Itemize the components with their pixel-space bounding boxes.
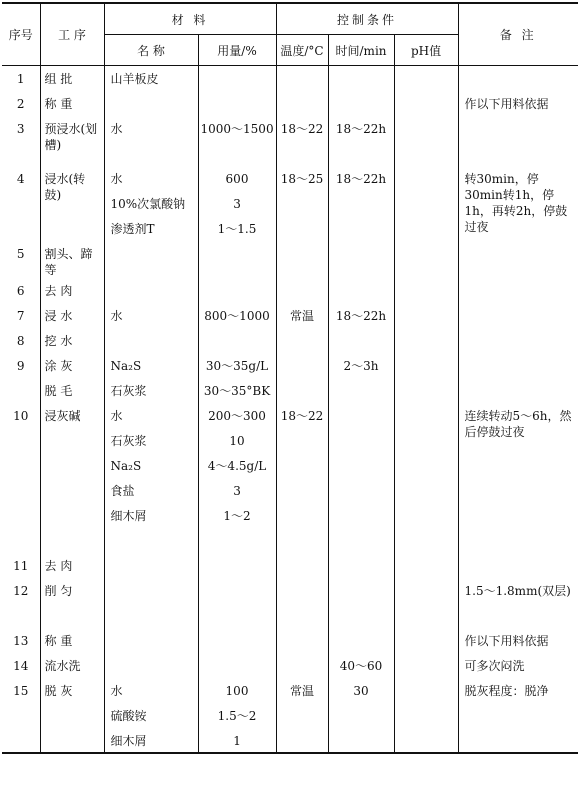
cell-time — [328, 91, 394, 116]
cell-note: 作以下用料依据 — [458, 91, 578, 116]
cell-amount — [198, 278, 276, 303]
cell-amount — [198, 653, 276, 678]
cell-temperature — [276, 503, 328, 528]
cell-ph — [394, 728, 458, 753]
cell-process: 涂 灰 — [40, 353, 104, 378]
table-row — [2, 241, 578, 278]
cell-material-name — [104, 603, 198, 628]
cell-amount — [198, 578, 276, 603]
table-row — [2, 166, 578, 191]
cell-note — [458, 703, 578, 728]
cell-ph — [394, 403, 458, 428]
cell-ph — [394, 91, 458, 116]
cell-time — [328, 378, 394, 403]
cell-material-name — [104, 278, 198, 303]
cell-time — [328, 191, 394, 216]
cell-ph — [394, 141, 458, 166]
header-seq: 序号 — [2, 3, 40, 66]
cell-process: 脱 毛 — [40, 378, 104, 403]
cell-temperature: 常温 — [276, 678, 328, 703]
cell-temperature: 18～22 — [276, 116, 328, 141]
cell-material-name — [104, 578, 198, 603]
cell-note — [458, 453, 578, 478]
cell-note — [458, 241, 578, 278]
table-row — [2, 728, 578, 753]
cell-ph — [394, 603, 458, 628]
cell-time: 18～22h — [328, 303, 394, 328]
cell-process: 流水洗 — [40, 653, 104, 678]
cell-temperature: 18～25 — [276, 166, 328, 191]
table-row — [2, 353, 578, 378]
table-row — [2, 278, 578, 303]
cell-process: 脱 灰 — [40, 678, 104, 703]
cell-ph — [394, 353, 458, 378]
cell-material-name — [104, 628, 198, 653]
cell-amount — [198, 91, 276, 116]
cell-seq: 11 — [13, 558, 29, 573]
cell-material-name: 10%次氯酸钠 — [104, 191, 198, 216]
cell-seq: 12 — [13, 583, 29, 598]
cell-amount: 30～35°BK — [198, 378, 276, 403]
cell-material-name: 细木屑 — [104, 728, 198, 753]
cell-seq — [2, 703, 40, 728]
cell-amount — [198, 528, 276, 553]
cell-ph — [394, 503, 458, 528]
table-row — [2, 653, 578, 678]
cell-time — [328, 403, 394, 428]
table-row — [2, 503, 578, 528]
cell-process: 挖 水 — [40, 328, 104, 353]
cell-amount — [198, 66, 276, 91]
cell-seq: 1 — [16, 72, 25, 86]
cell-material-name: 食盐 — [104, 478, 198, 503]
cell-temperature — [276, 278, 328, 303]
cell-amount — [198, 328, 276, 353]
cell-process — [40, 503, 104, 528]
cell-ph — [394, 628, 458, 653]
cell-amount: 10 — [198, 428, 276, 453]
cell-seq — [2, 428, 40, 453]
cell-material-name: 山羊板皮 — [104, 66, 198, 91]
cell-time — [328, 278, 394, 303]
cell-time — [328, 628, 394, 653]
cell-time — [328, 428, 394, 453]
cell-seq: 10 — [13, 408, 29, 423]
table-row — [2, 453, 578, 478]
cell-temperature — [276, 478, 328, 503]
table-row — [2, 403, 578, 428]
cell-ph — [394, 653, 458, 678]
cell-material-name — [104, 553, 198, 578]
cell-ph — [394, 116, 458, 141]
cell-time: 18～22h — [328, 166, 394, 191]
cell-material-name: 细木屑 — [104, 503, 198, 528]
cell-amount: 600 — [198, 166, 276, 191]
cell-amount — [198, 628, 276, 653]
cell-seq: 13 — [13, 633, 29, 648]
cell-seq — [2, 191, 40, 216]
cell-process — [40, 703, 104, 728]
cell-note — [458, 278, 578, 303]
cell-temperature — [276, 578, 328, 603]
cell-time — [328, 328, 394, 353]
cell-material-name — [104, 241, 198, 278]
header-materials: 材 料 — [104, 3, 276, 35]
cell-note — [458, 116, 578, 141]
cell-temperature — [276, 703, 328, 728]
table-row — [2, 66, 578, 91]
cell-ph — [394, 578, 458, 603]
cell-material-name: 水 — [104, 166, 198, 191]
cell-temperature: 常温 — [276, 303, 328, 328]
cell-amount — [198, 141, 276, 166]
cell-material-name: 水 — [104, 403, 198, 428]
cell-time — [328, 478, 394, 503]
cell-process: 削 匀 — [40, 578, 104, 603]
cell-ph — [394, 278, 458, 303]
table-row — [2, 528, 578, 553]
cell-note — [458, 553, 578, 578]
cell-seq: 6 — [16, 283, 25, 298]
table-row — [2, 303, 578, 328]
table-row — [2, 478, 578, 503]
cell-ph — [394, 166, 458, 191]
cell-amount: 800～1000 — [198, 303, 276, 328]
cell-process — [40, 453, 104, 478]
cell-amount — [198, 603, 276, 628]
cell-time — [328, 66, 394, 91]
cell-process — [40, 528, 104, 553]
cell-amount: 1 — [198, 728, 276, 753]
cell-ph — [394, 478, 458, 503]
cell-seq — [2, 603, 40, 628]
cell-process: 预浸水(划槽) — [40, 116, 104, 166]
cell-temperature — [276, 241, 328, 278]
cell-temperature — [276, 191, 328, 216]
cell-material-name — [104, 141, 198, 166]
cell-seq: 9 — [16, 358, 25, 373]
cell-material-name — [104, 653, 198, 678]
cell-seq — [2, 378, 40, 403]
cell-time — [328, 578, 394, 603]
cell-temperature — [276, 453, 328, 478]
cell-seq — [2, 216, 40, 241]
cell-material-name: 水 — [104, 303, 198, 328]
cell-amount — [198, 241, 276, 278]
cell-temperature — [276, 728, 328, 753]
cell-note — [458, 728, 578, 753]
cell-amount — [198, 553, 276, 578]
cell-amount: 4～4.5g/L — [198, 453, 276, 478]
cell-temperature — [276, 628, 328, 653]
table-row — [2, 678, 578, 703]
cell-material-name — [104, 328, 198, 353]
cell-process: 浸灰碱 — [40, 403, 104, 428]
cell-note: 可多次闷洗 — [458, 653, 578, 678]
table-row — [2, 703, 578, 728]
header-amount: 用量/% — [198, 35, 276, 66]
table-row — [2, 553, 578, 578]
cell-material-name — [104, 528, 198, 553]
cell-process — [40, 216, 104, 241]
cell-process — [40, 478, 104, 503]
cell-note: 1.5～1.8mm(双层) — [458, 578, 578, 628]
cell-time — [328, 241, 394, 278]
cell-time — [328, 553, 394, 578]
cell-time: 18～22h — [328, 116, 394, 141]
header-name: 名 称 — [104, 35, 198, 66]
cell-temperature: 18～22 — [276, 403, 328, 428]
cell-temperature — [276, 553, 328, 578]
cell-ph — [394, 66, 458, 91]
cell-ph — [394, 216, 458, 241]
cell-note — [458, 353, 578, 378]
cell-seq: 5 — [16, 246, 25, 261]
cell-ph — [394, 241, 458, 278]
cell-ph — [394, 378, 458, 403]
cell-seq: 7 — [16, 308, 25, 323]
cell-amount: 100 — [198, 678, 276, 703]
cell-temperature — [276, 141, 328, 166]
cell-seq: 3 — [16, 121, 25, 136]
cell-ph — [394, 678, 458, 703]
cell-process: 浸 水 — [40, 303, 104, 328]
cell-amount: 1～2 — [198, 503, 276, 528]
cell-seq — [2, 728, 40, 753]
cell-temperature — [276, 328, 328, 353]
cell-ph — [394, 703, 458, 728]
cell-process: 去 肉 — [40, 553, 104, 578]
header-control: 控制条件 — [276, 3, 458, 35]
header-time: 时间/min — [328, 35, 394, 66]
cell-time — [328, 141, 394, 166]
cell-process: 去 肉 — [40, 278, 104, 303]
cell-note — [458, 478, 578, 503]
cell-process: 割头、蹄等 — [40, 241, 104, 278]
cell-temperature — [276, 66, 328, 91]
cell-note — [458, 141, 578, 166]
cell-time: 30 — [328, 678, 394, 703]
header-notes: 备 注 — [458, 3, 578, 66]
cell-process — [40, 728, 104, 753]
cell-seq: 8 — [16, 333, 25, 348]
cell-time — [328, 603, 394, 628]
cell-temperature — [276, 353, 328, 378]
cell-material-name: 渗透剂T — [104, 216, 198, 241]
cell-material-name — [104, 91, 198, 116]
cell-seq — [2, 503, 40, 528]
cell-ph — [394, 453, 458, 478]
cell-process: 浸水(转鼓) — [40, 166, 104, 216]
table-row — [2, 116, 578, 141]
cell-ph — [394, 553, 458, 578]
cell-temperature — [276, 528, 328, 553]
cell-material-name: 硫酸铵 — [104, 703, 198, 728]
cell-note — [458, 378, 578, 403]
cell-amount: 3 — [198, 191, 276, 216]
table-body — [2, 66, 578, 753]
cell-material-name: 水 — [104, 116, 198, 141]
header-process: 工 序 — [40, 3, 104, 66]
table-row — [2, 91, 578, 116]
cell-process: 组 批 — [40, 66, 104, 91]
cell-amount: 200～300 — [198, 403, 276, 428]
cell-seq — [2, 141, 40, 166]
cell-time — [328, 216, 394, 241]
cell-time — [328, 703, 394, 728]
cell-seq — [2, 478, 40, 503]
cell-process — [40, 428, 104, 453]
cell-ph — [394, 191, 458, 216]
cell-time — [328, 728, 394, 753]
cell-seq: 15 — [13, 683, 29, 698]
cell-note: 连续转动5～6h，然后停鼓过夜 — [458, 403, 578, 453]
cell-amount: 1000～1500 — [198, 116, 276, 141]
cell-process: 称 重 — [40, 628, 104, 653]
cell-material-name: Na₂S — [104, 353, 198, 378]
cell-amount: 3 — [198, 478, 276, 503]
cell-ph — [394, 328, 458, 353]
cell-note: 脱灰程度：脱净 — [458, 678, 578, 703]
table-row — [2, 328, 578, 353]
cell-note — [458, 503, 578, 528]
cell-seq — [2, 453, 40, 478]
cell-amount: 1～1.5 — [198, 216, 276, 241]
cell-note — [458, 66, 578, 91]
cell-time — [328, 503, 394, 528]
cell-temperature — [276, 428, 328, 453]
cell-material-name: Na₂S — [104, 453, 198, 478]
cell-time — [328, 453, 394, 478]
cell-note: 作以下用料依据 — [458, 628, 578, 653]
cell-note — [458, 328, 578, 353]
cell-time — [328, 528, 394, 553]
cell-temperature — [276, 216, 328, 241]
cell-seq — [2, 528, 40, 553]
cell-temperature — [276, 91, 328, 116]
cell-temperature — [276, 653, 328, 678]
process-table — [2, 2, 578, 754]
cell-note: 转30min，停30min转1h，停1h，再转2h，停鼓过夜 — [458, 166, 578, 241]
cell-material-name: 石灰浆 — [104, 428, 198, 453]
cell-time: 40～60 — [328, 653, 394, 678]
cell-material-name: 水 — [104, 678, 198, 703]
header-ph: pH值 — [394, 35, 458, 66]
cell-ph — [394, 528, 458, 553]
cell-ph — [394, 428, 458, 453]
cell-seq: 14 — [13, 658, 29, 673]
cell-seq: 4 — [16, 171, 25, 186]
table-row — [2, 378, 578, 403]
cell-note — [458, 303, 578, 328]
cell-temperature — [276, 603, 328, 628]
table-row — [2, 628, 578, 653]
cell-note — [458, 528, 578, 553]
cell-ph — [394, 303, 458, 328]
cell-amount: 1.5～2 — [198, 703, 276, 728]
cell-process: 称 重 — [40, 91, 104, 116]
cell-temperature — [276, 378, 328, 403]
table-row — [2, 578, 578, 603]
cell-amount: 30～35g/L — [198, 353, 276, 378]
cell-material-name: 石灰浆 — [104, 378, 198, 403]
cell-time: 2～3h — [328, 353, 394, 378]
cell-seq: 2 — [16, 96, 25, 111]
header-temp: 温度/°C — [276, 35, 328, 66]
cell-process — [40, 603, 104, 628]
